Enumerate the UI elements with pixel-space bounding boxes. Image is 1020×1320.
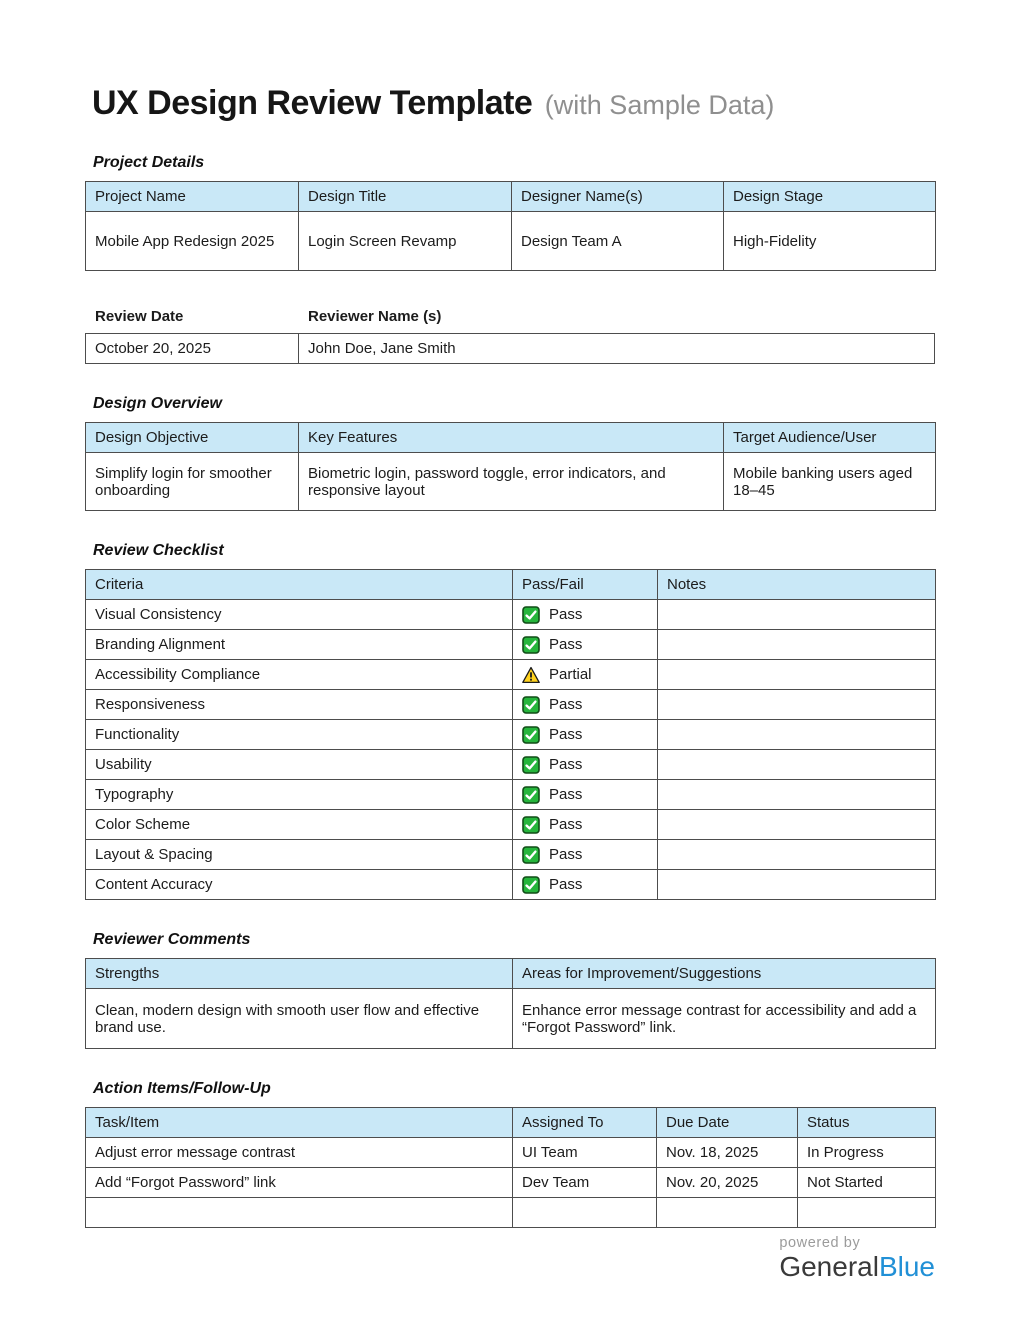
section-heading-reviewer-comments: Reviewer Comments	[93, 931, 251, 948]
project-details-table	[85, 181, 936, 271]
status-icon	[522, 786, 540, 804]
reviewer-name-label: Reviewer Name (s)	[308, 308, 442, 325]
criteria-cell: Usability	[86, 750, 513, 780]
check-icon	[522, 696, 540, 714]
column-header: Status	[798, 1108, 936, 1138]
notes-cell	[658, 750, 936, 780]
task-cell: Adjust error message contrast	[86, 1138, 513, 1168]
table-row	[86, 453, 936, 511]
review-checklist-table	[85, 569, 936, 900]
criteria-cell: Functionality	[86, 720, 513, 750]
status-icon	[522, 846, 540, 864]
pass-fail-cell	[513, 660, 658, 690]
check-icon	[522, 756, 540, 774]
designer-names-value: Design Team A	[512, 212, 724, 271]
design-objective-value: Simplify login for smoother onboarding	[86, 453, 299, 511]
column-header: Project Name	[86, 182, 299, 212]
brand-logo	[779, 1235, 935, 1283]
section-heading-review-checklist: Review Checklist	[93, 542, 224, 559]
section-heading-project-details: Project Details	[93, 154, 205, 171]
status-label: Pass	[549, 726, 583, 743]
table-row	[86, 334, 935, 364]
design-stage-value: High-Fidelity	[724, 212, 936, 271]
title-row	[92, 84, 935, 123]
project-name-value: Mobile App Redesign 2025	[86, 212, 299, 271]
status-label: Pass	[549, 756, 583, 773]
criteria-cell: Branding Alignment	[86, 630, 513, 660]
checklist-row	[86, 660, 936, 690]
status-label: Partial	[549, 666, 592, 683]
due-date-cell: Nov. 18, 2025	[657, 1138, 798, 1168]
powered-by-text: powered by	[779, 1235, 861, 1251]
due-date-cell	[657, 1198, 798, 1228]
table-header-row	[86, 423, 936, 453]
notes-cell	[658, 720, 936, 750]
status-label: Pass	[549, 636, 583, 653]
table-row	[86, 212, 936, 271]
column-header: Pass/Fail	[513, 570, 658, 600]
action-item-row	[86, 1168, 936, 1198]
column-header: Strengths	[86, 959, 513, 989]
notes-cell	[658, 810, 936, 840]
checklist-row	[86, 870, 936, 900]
design-overview-table	[85, 422, 936, 511]
check-icon	[522, 846, 540, 864]
notes-cell	[658, 630, 936, 660]
pass-fail-cell	[513, 840, 658, 870]
column-header: Notes	[658, 570, 936, 600]
status-cell: Not Started	[798, 1168, 936, 1198]
status-cell	[798, 1198, 936, 1228]
status-icon	[522, 876, 540, 894]
criteria-cell: Visual Consistency	[86, 600, 513, 630]
criteria-cell: Responsiveness	[86, 690, 513, 720]
brand-general-text: General	[779, 1251, 879, 1282]
assigned-to-cell: Dev Team	[513, 1168, 657, 1198]
checklist-row	[86, 750, 936, 780]
status-cell: In Progress	[798, 1138, 936, 1168]
column-header: Key Features	[299, 423, 724, 453]
column-header: Task/Item	[86, 1108, 513, 1138]
review-info-table	[85, 333, 935, 364]
review-date-label: Review Date	[95, 308, 184, 325]
pass-fail-cell	[513, 690, 658, 720]
review-date-value: October 20, 2025	[86, 334, 299, 364]
assigned-to-cell	[513, 1198, 657, 1228]
due-date-cell: Nov. 20, 2025	[657, 1168, 798, 1198]
pass-fail-cell	[513, 780, 658, 810]
checklist-row	[86, 630, 936, 660]
checklist-row	[86, 780, 936, 810]
check-icon	[522, 606, 540, 624]
general-blue-logo	[779, 1252, 935, 1283]
assigned-to-cell: UI Team	[513, 1138, 657, 1168]
check-icon	[522, 636, 540, 654]
notes-cell	[658, 660, 936, 690]
design-title-value: Login Screen Revamp	[299, 212, 512, 271]
target-audience-value: Mobile banking users aged 18–45	[724, 453, 936, 511]
criteria-cell: Content Accuracy	[86, 870, 513, 900]
table-header-row	[86, 182, 936, 212]
column-header: Design Objective	[86, 423, 299, 453]
action-items-table	[85, 1107, 936, 1228]
checklist-row	[86, 720, 936, 750]
reviewer-comments-table	[85, 958, 936, 1049]
pass-fail-cell	[513, 630, 658, 660]
status-icon	[522, 696, 540, 714]
review-info-labels	[85, 308, 935, 325]
pass-fail-cell	[513, 720, 658, 750]
column-header: Areas for Improvement/Suggestions	[513, 959, 936, 989]
status-label: Pass	[549, 786, 583, 803]
checklist-row	[86, 840, 936, 870]
criteria-cell: Typography	[86, 780, 513, 810]
status-icon	[522, 666, 540, 684]
notes-cell	[658, 870, 936, 900]
task-cell: Add “Forgot Password” link	[86, 1168, 513, 1198]
section-heading-design-overview: Design Overview	[93, 395, 222, 412]
column-header: Criteria	[86, 570, 513, 600]
criteria-cell: Layout & Spacing	[86, 840, 513, 870]
status-icon	[522, 606, 540, 624]
pass-fail-cell	[513, 810, 658, 840]
status-label: Pass	[549, 846, 583, 863]
column-header: Designer Name(s)	[512, 182, 724, 212]
reviewer-names-value: John Doe, Jane Smith	[299, 334, 935, 364]
table-header-row	[86, 959, 936, 989]
check-icon	[522, 726, 540, 744]
action-item-row-empty	[86, 1198, 936, 1228]
strengths-value: Clean, modern design with smooth user flow and effective brand use.	[86, 989, 513, 1049]
action-item-row	[86, 1138, 936, 1168]
checklist-row	[86, 690, 936, 720]
check-icon	[522, 816, 540, 834]
pass-fail-cell	[513, 870, 658, 900]
status-icon	[522, 726, 540, 744]
warning-icon	[522, 666, 540, 684]
task-cell	[86, 1198, 513, 1228]
column-header: Assigned To	[513, 1108, 657, 1138]
pass-fail-cell	[513, 750, 658, 780]
improvements-value: Enhance error message contrast for accessibility and add a “Forgot Password” link.	[513, 989, 936, 1049]
status-label: Pass	[549, 876, 583, 893]
column-header: Due Date	[657, 1108, 798, 1138]
footer	[85, 1235, 935, 1283]
status-icon	[522, 816, 540, 834]
status-label: Pass	[549, 606, 583, 623]
notes-cell	[658, 600, 936, 630]
notes-cell	[658, 840, 936, 870]
brand-blue-text: Blue	[878, 1251, 935, 1282]
status-icon	[522, 756, 540, 774]
checklist-row	[86, 810, 936, 840]
column-header: Target Audience/User	[724, 423, 936, 453]
column-header: Design Stage	[724, 182, 936, 212]
page-subtitle: (with Sample Data)	[544, 90, 775, 120]
check-icon	[522, 876, 540, 894]
column-header: Design Title	[299, 182, 512, 212]
check-icon	[522, 786, 540, 804]
table-header-row	[86, 570, 936, 600]
criteria-cell: Color Scheme	[86, 810, 513, 840]
key-features-value: Biometric login, password toggle, error indicators, and responsive layout	[299, 453, 724, 511]
notes-cell	[658, 780, 936, 810]
criteria-cell: Accessibility Compliance	[86, 660, 513, 690]
notes-cell	[658, 690, 936, 720]
pass-fail-cell	[513, 600, 658, 630]
status-label: Pass	[549, 816, 583, 833]
status-icon	[522, 636, 540, 654]
section-heading-action-items: Action Items/Follow-Up	[93, 1080, 271, 1097]
page-title: UX Design Review Template	[92, 84, 533, 122]
checklist-row	[86, 600, 936, 630]
status-label: Pass	[549, 696, 583, 713]
table-row	[86, 989, 936, 1049]
table-header-row	[86, 1108, 936, 1138]
